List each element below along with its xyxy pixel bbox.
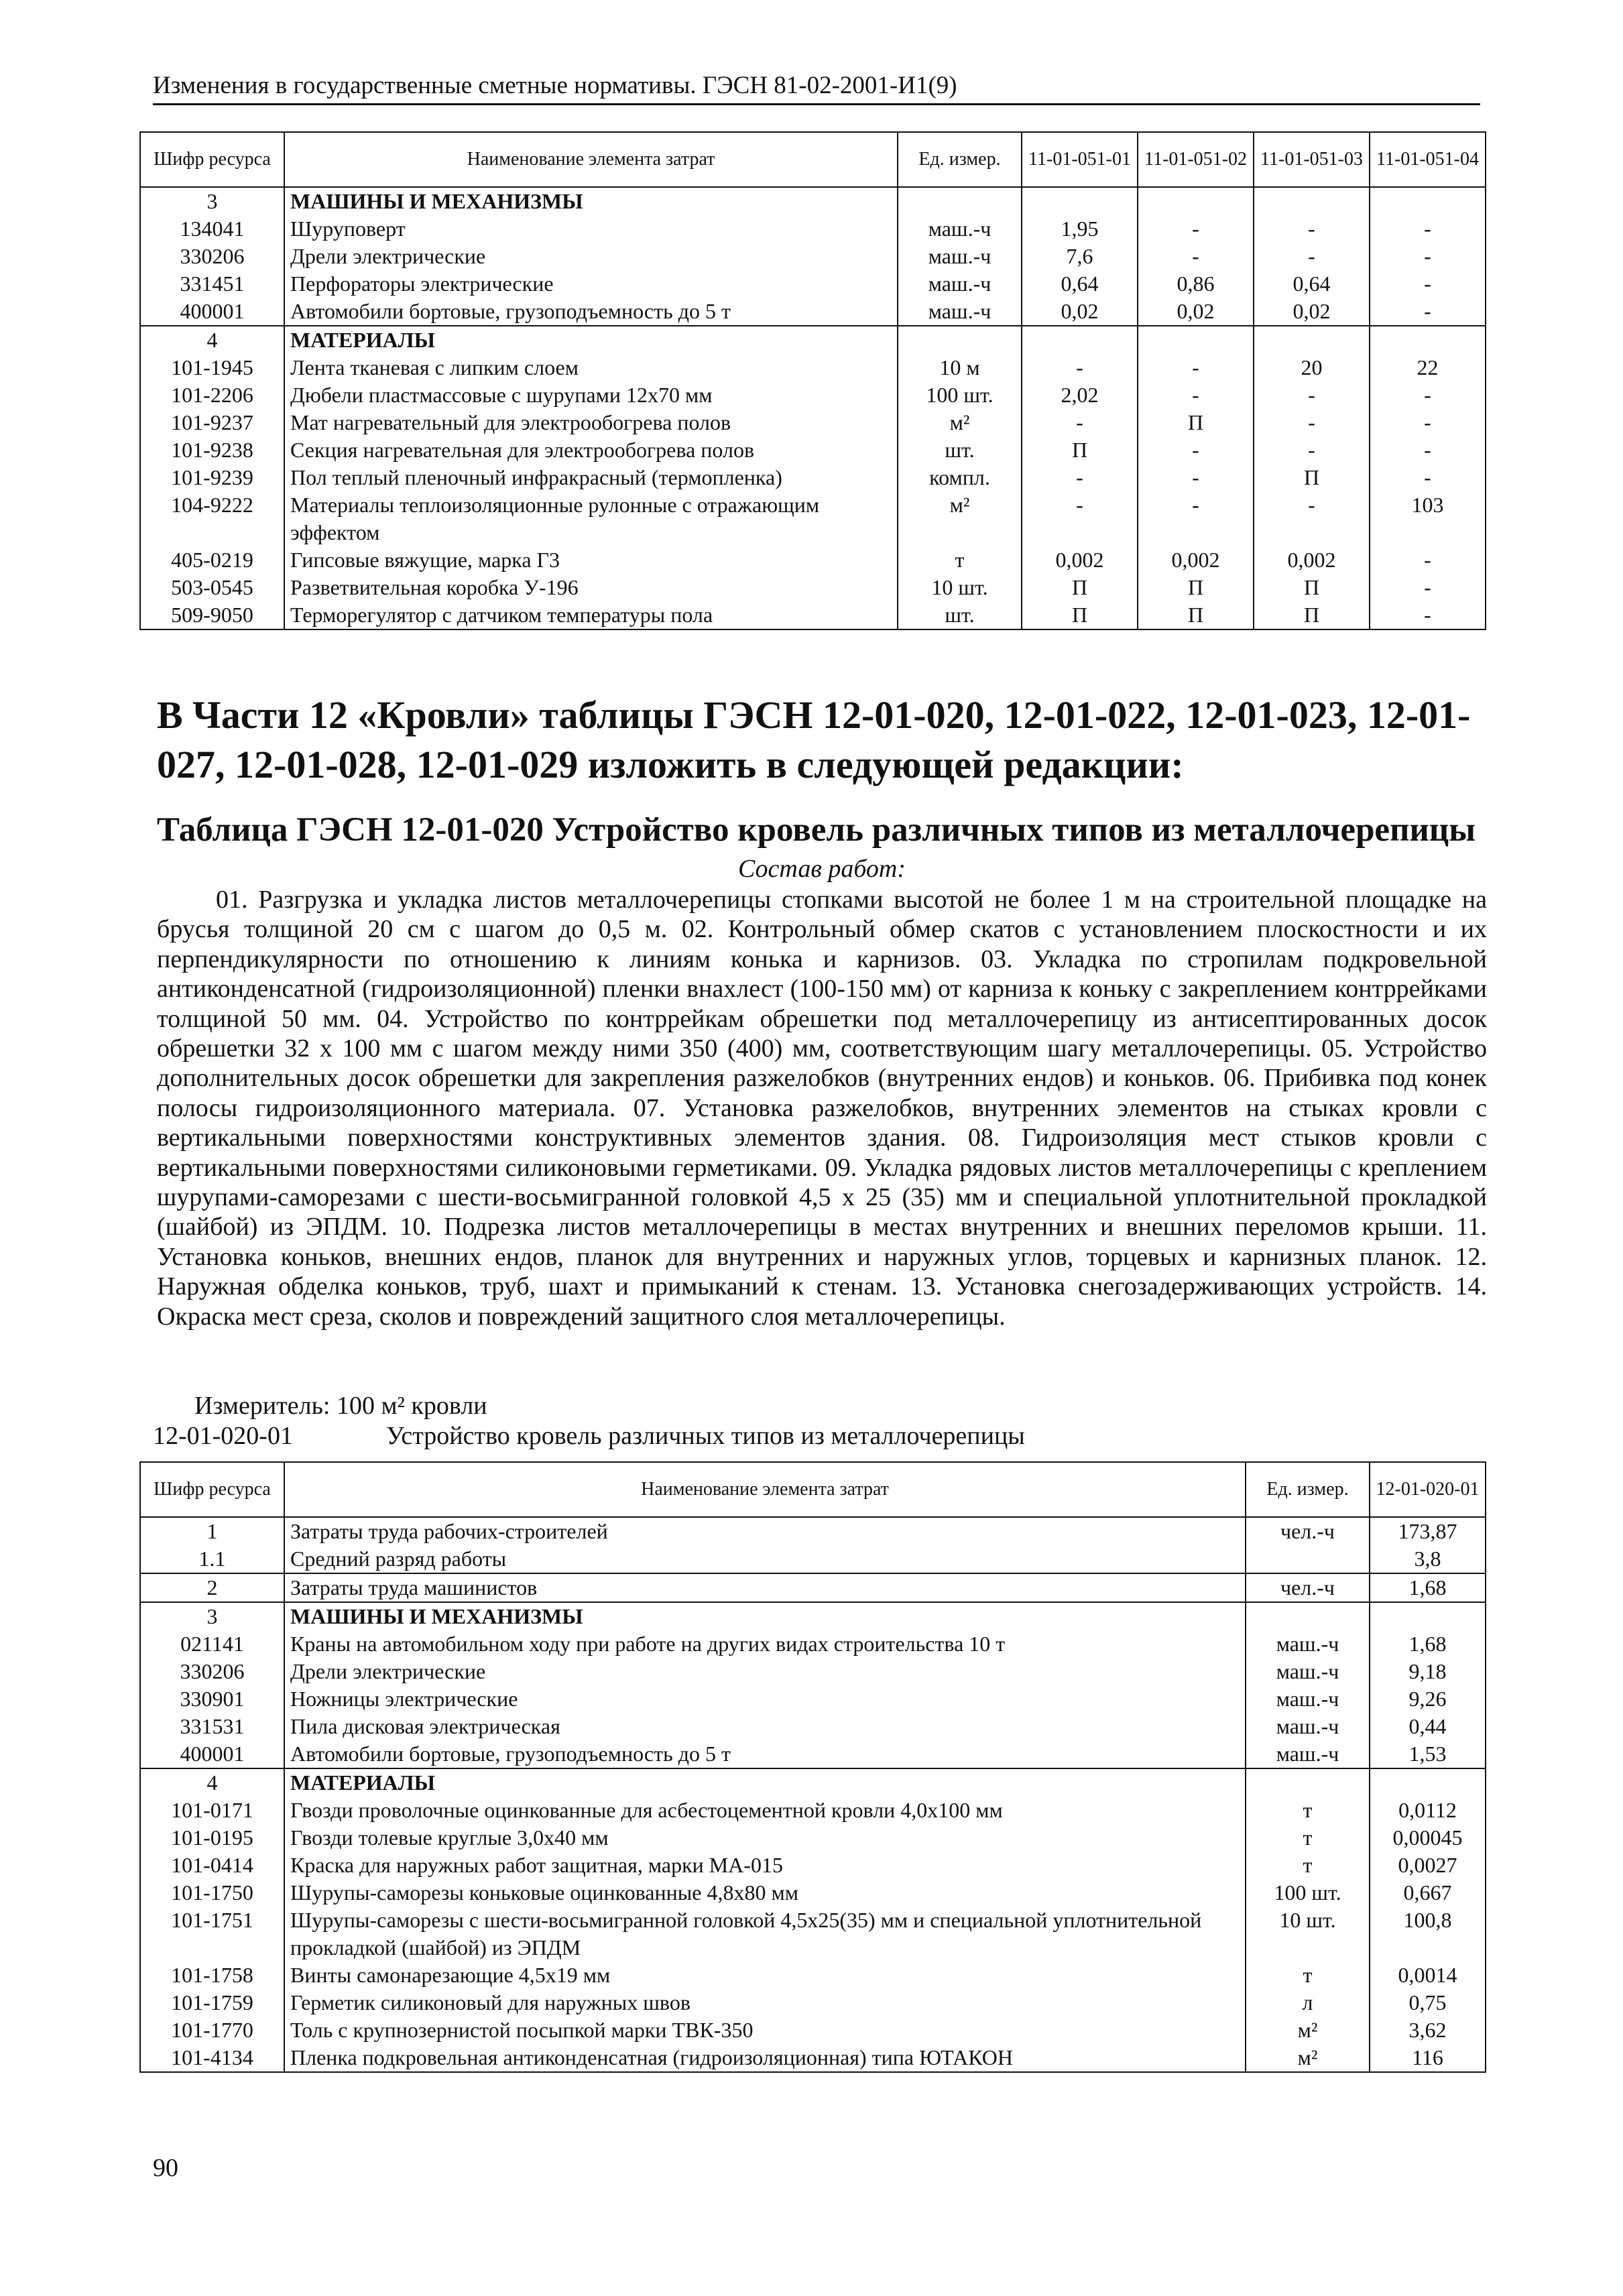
table-row bbox=[140, 381, 1486, 409]
table-cell: м² bbox=[898, 409, 1022, 436]
table-row bbox=[140, 601, 1486, 629]
table-cell: Ножницы электрические bbox=[284, 1685, 1246, 1713]
table-row bbox=[140, 491, 1486, 546]
table-row bbox=[140, 2016, 1486, 2044]
table-cell: - bbox=[1370, 464, 1486, 491]
work-composition-subtitle: Состав работ: bbox=[737, 855, 906, 883]
table-cell: - bbox=[1022, 464, 1138, 491]
table-cell: 3 bbox=[140, 187, 284, 215]
table-cell: Пленка подкровельная антиконденсатная (гидроизоляционная) типа ЮТАКОН bbox=[284, 2044, 1246, 2072]
table-cell: П bbox=[1254, 601, 1370, 629]
table-cell: - bbox=[1370, 546, 1486, 574]
table-cell: 101-0195 bbox=[140, 1824, 284, 1852]
table-cell: Автомобили бортовые, грузоподъемность до 5 т bbox=[284, 1740, 1246, 1768]
table-cell: Гвозди проволочные оцинкованные для асбестоцементной кровли 4,0х100 мм bbox=[284, 1797, 1246, 1824]
table-row bbox=[140, 409, 1486, 436]
table-cell: 503-0545 bbox=[140, 574, 284, 601]
table-cell: - bbox=[1370, 436, 1486, 464]
table-cell: - bbox=[1370, 298, 1486, 326]
table-cell: Гипсовые вяжущие, марка Г3 bbox=[284, 546, 898, 574]
table-cell: П bbox=[1254, 574, 1370, 601]
table-cell: маш.-ч bbox=[1246, 1713, 1370, 1740]
table-cell bbox=[1138, 187, 1254, 215]
table-cell: компл. bbox=[898, 464, 1022, 491]
table-cell: шт. bbox=[898, 601, 1022, 629]
table-cell: 0,86 bbox=[1138, 270, 1254, 298]
table-cell: Дрели электрические bbox=[284, 1658, 1246, 1685]
table-cell: 100 шт. bbox=[898, 381, 1022, 409]
table-cell: Шурупы-саморезы коньковые оцинкованные 4,8х80 мм bbox=[284, 1879, 1246, 1907]
table-cell: МАШИНЫ И МЕХАНИЗМЫ bbox=[284, 1602, 1246, 1630]
table-row bbox=[140, 1961, 1486, 1989]
table-cell: - bbox=[1138, 491, 1254, 546]
table-cell: 10 шт. bbox=[1246, 1907, 1370, 1961]
table-cell: Автомобили бортовые, грузоподъемность до 5 т bbox=[284, 298, 898, 326]
table-cell: Краска для наружных работ защитная, марки МА-015 bbox=[284, 1852, 1246, 1879]
table-row bbox=[140, 1517, 1486, 1545]
table-cell: 1.1 bbox=[140, 1545, 284, 1573]
table-cell: Секция нагревательная для электрообогрева полов bbox=[284, 436, 898, 464]
table-cell: - bbox=[1370, 270, 1486, 298]
table-cell: - bbox=[1370, 381, 1486, 409]
table-cell: - bbox=[1138, 243, 1254, 270]
table-cell bbox=[1246, 1602, 1370, 1630]
table-cell: 1,68 bbox=[1370, 1573, 1486, 1602]
table-cell: м² bbox=[1246, 2044, 1370, 2072]
table-cell: П bbox=[1254, 464, 1370, 491]
table-cell: 0,44 bbox=[1370, 1713, 1486, 1740]
table-cell: 101-1751 bbox=[140, 1907, 284, 1961]
table-cell: Лента тканевая с липким слоем bbox=[284, 354, 898, 381]
table-cell: П bbox=[1022, 436, 1138, 464]
table-cell: - bbox=[1254, 243, 1370, 270]
table-cell: - bbox=[1022, 409, 1138, 436]
table-cell: 101-1770 bbox=[140, 2016, 284, 2044]
table-cell: - bbox=[1254, 491, 1370, 546]
table-cell: маш.-ч bbox=[898, 243, 1022, 270]
table-cell: 3,8 bbox=[1370, 1545, 1486, 1573]
table-cell: - bbox=[1370, 215, 1486, 243]
col-header: 11-01-051-03 bbox=[1254, 132, 1370, 187]
table-cell: 104-9222 bbox=[140, 491, 284, 546]
table-cell: Разветвительная коробка У-196 bbox=[284, 574, 898, 601]
table-cell: 331451 bbox=[140, 270, 284, 298]
table-cell bbox=[1254, 326, 1370, 354]
table-cell bbox=[898, 187, 1022, 215]
table-cell: 0,64 bbox=[1254, 270, 1370, 298]
col-header: Шифр ресурса bbox=[140, 1462, 284, 1517]
page-header: Изменения в государственные сметные нормативы. ГЭСН 81-02-2001-И1(9) bbox=[153, 68, 1480, 105]
table-cell: 20 bbox=[1254, 354, 1370, 381]
table-row bbox=[140, 546, 1486, 574]
table-cell: 103 bbox=[1370, 491, 1486, 546]
col-header: 11-01-051-04 bbox=[1370, 132, 1486, 187]
table-cell: 101-9239 bbox=[140, 464, 284, 491]
table-cell: 173,87 bbox=[1370, 1517, 1486, 1545]
table-row bbox=[140, 1573, 1486, 1602]
table-cell bbox=[1022, 187, 1138, 215]
table-cell: маш.-ч bbox=[1246, 1630, 1370, 1658]
table-cell: 101-1945 bbox=[140, 354, 284, 381]
table-cell: - bbox=[1138, 381, 1254, 409]
col-header: Наименование элемента затрат bbox=[284, 1462, 1246, 1517]
table-cell: 330206 bbox=[140, 243, 284, 270]
table-row bbox=[140, 1602, 1486, 1630]
table-row bbox=[140, 1740, 1486, 1768]
table-cell: П bbox=[1138, 601, 1254, 629]
table-cell: - bbox=[1022, 491, 1138, 546]
table-cell: Пила дисковая электрическая bbox=[284, 1713, 1246, 1740]
table-cell: Затраты труда машинистов bbox=[284, 1573, 1246, 1602]
table-cell: 2,02 bbox=[1022, 381, 1138, 409]
table-cell: - bbox=[1370, 409, 1486, 436]
col-header: 11-01-051-01 bbox=[1022, 132, 1138, 187]
table-cell: 2 bbox=[140, 1573, 284, 1602]
table-cell: Толь с крупнозернистой посыпкой марки ТВК-350 bbox=[284, 2016, 1246, 2044]
table-cell: - bbox=[1022, 354, 1138, 381]
table-cell: 0,002 bbox=[1022, 546, 1138, 574]
table-cell: 100 шт. bbox=[1246, 1879, 1370, 1907]
table-cell: Пол теплый пленочный инфракрасный (термопленка) bbox=[284, 464, 898, 491]
table-cell: 405-0219 bbox=[140, 546, 284, 574]
table-cell: 0,002 bbox=[1254, 546, 1370, 574]
table-cell: 0,75 bbox=[1370, 1989, 1486, 2016]
table-cell: маш.-ч bbox=[1246, 1658, 1370, 1685]
table-row bbox=[140, 243, 1486, 270]
table-row bbox=[140, 2044, 1486, 2072]
table-cell: - bbox=[1138, 436, 1254, 464]
table-cell: - bbox=[1370, 574, 1486, 601]
table-cell: 101-2206 bbox=[140, 381, 284, 409]
table-cell bbox=[1370, 187, 1486, 215]
table-cell: маш.-ч bbox=[1246, 1685, 1370, 1713]
norm-title: Устройство кровель различных типов из металлочерепицы bbox=[386, 1422, 1025, 1450]
table-cell: 7,6 bbox=[1022, 243, 1138, 270]
table-cell: шт. bbox=[898, 436, 1022, 464]
table-cell: 0,0112 bbox=[1370, 1797, 1486, 1824]
table-cell: 0,02 bbox=[1254, 298, 1370, 326]
table-cell: Средний разряд работы bbox=[284, 1545, 1246, 1573]
measurement-unit: Измеритель: 100 м² кровли bbox=[194, 1392, 487, 1420]
table-cell: 0,002 bbox=[1138, 546, 1254, 574]
table-cell: 0,64 bbox=[1022, 270, 1138, 298]
table-cell: 400001 bbox=[140, 298, 284, 326]
table-row bbox=[140, 1824, 1486, 1852]
table-cell: Винты самонарезающие 4,5х19 мм bbox=[284, 1961, 1246, 1989]
table-cell: 101-0414 bbox=[140, 1852, 284, 1879]
table-cell: 1,53 bbox=[1370, 1740, 1486, 1768]
table-cell: маш.-ч bbox=[898, 270, 1022, 298]
norm-code: 12-01-020-01 bbox=[153, 1422, 293, 1450]
resource-table-11-01-051 bbox=[139, 131, 1486, 630]
table-cell: 9,18 bbox=[1370, 1658, 1486, 1685]
table-row bbox=[140, 326, 1486, 354]
table-cell: - bbox=[1138, 464, 1254, 491]
table-cell: маш.-ч bbox=[898, 298, 1022, 326]
table-row bbox=[140, 1713, 1486, 1740]
table-cell: т bbox=[1246, 1961, 1370, 1989]
table-cell: 330901 bbox=[140, 1685, 284, 1713]
col-header: 11-01-051-02 bbox=[1138, 132, 1254, 187]
table-row bbox=[140, 1630, 1486, 1658]
table-cell: 4 bbox=[140, 1768, 284, 1797]
table-cell: П bbox=[1022, 574, 1138, 601]
table-cell: МАТЕРИАЛЫ bbox=[284, 326, 898, 354]
table-body bbox=[140, 187, 1486, 629]
col-header: Ед. измер. bbox=[1246, 1462, 1370, 1517]
table-row bbox=[140, 1685, 1486, 1713]
table-cell bbox=[1246, 1545, 1370, 1573]
table-cell bbox=[1370, 1768, 1486, 1797]
table-cell: 509-9050 bbox=[140, 601, 284, 629]
table-cell: 10 шт. bbox=[898, 574, 1022, 601]
table-cell: 0,667 bbox=[1370, 1879, 1486, 1907]
table-cell: 331531 bbox=[140, 1713, 284, 1740]
table-cell: Краны на автомобильном ходу при работе на других видах строительства 10 т bbox=[284, 1630, 1246, 1658]
table-cell: 0,0014 bbox=[1370, 1961, 1486, 1989]
table-cell: 101-0171 bbox=[140, 1797, 284, 1824]
table-cell: т bbox=[1246, 1824, 1370, 1852]
table-cell bbox=[1254, 187, 1370, 215]
table-cell: м² bbox=[898, 491, 1022, 546]
table-cell: 3 bbox=[140, 1602, 284, 1630]
table-cell: 1,95 bbox=[1022, 215, 1138, 243]
table-row bbox=[140, 1907, 1486, 1961]
table-row bbox=[140, 1852, 1486, 1879]
table-cell: 101-9237 bbox=[140, 409, 284, 436]
table-cell: Герметик силиконовый для наружных швов bbox=[284, 1989, 1246, 2016]
table-row bbox=[140, 1797, 1486, 1824]
table-cell: 101-9238 bbox=[140, 436, 284, 464]
table-cell: 0,02 bbox=[1138, 298, 1254, 326]
table-cell: чел.-ч bbox=[1246, 1573, 1370, 1602]
table-row bbox=[140, 1658, 1486, 1685]
table-cell: 0,00045 bbox=[1370, 1824, 1486, 1852]
table-cell: 9,26 bbox=[1370, 1685, 1486, 1713]
table-cell: 100,8 bbox=[1370, 1907, 1486, 1961]
table-cell: - bbox=[1370, 601, 1486, 629]
table-cell: т bbox=[898, 546, 1022, 574]
table-cell: маш.-ч bbox=[898, 215, 1022, 243]
table-cell: т bbox=[1246, 1797, 1370, 1824]
table-cell bbox=[1022, 326, 1138, 354]
table-row bbox=[140, 270, 1486, 298]
table-cell: Терморегулятор с датчиком температуры пола bbox=[284, 601, 898, 629]
table-cell: л bbox=[1246, 1989, 1370, 2016]
table-cell: - bbox=[1254, 215, 1370, 243]
col-header: 12-01-020-01 bbox=[1370, 1462, 1486, 1517]
table-cell: Перфораторы электрические bbox=[284, 270, 898, 298]
table-cell: 1 bbox=[140, 1517, 284, 1545]
table-cell: - bbox=[1138, 215, 1254, 243]
table-cell: 101-1758 bbox=[140, 1961, 284, 1989]
table-row bbox=[140, 354, 1486, 381]
table-cell: - bbox=[1254, 381, 1370, 409]
table-row bbox=[140, 1768, 1486, 1797]
table-cell bbox=[1246, 1768, 1370, 1797]
table-cell bbox=[898, 326, 1022, 354]
table-cell bbox=[1370, 326, 1486, 354]
table-cell bbox=[1138, 326, 1254, 354]
table-cell: Шуруповерт bbox=[284, 215, 898, 243]
table-row bbox=[140, 436, 1486, 464]
table-row bbox=[140, 464, 1486, 491]
table-cell: - bbox=[1370, 243, 1486, 270]
table-cell: - bbox=[1254, 436, 1370, 464]
table-cell: Гвозди толевые круглые 3,0х40 мм bbox=[284, 1824, 1246, 1852]
table-cell: 3,62 bbox=[1370, 2016, 1486, 2044]
col-header: Наименование элемента затрат bbox=[284, 132, 898, 187]
section-heading: В Части 12 «Кровли» таблицы ГЭСН 12-01-020, 12-01-022, 12-01-023, 12-01-027, 12-01-028, 12-01-029 изложить в следующей редакции: bbox=[157, 693, 1471, 786]
table-cell: 101-4134 bbox=[140, 2044, 284, 2072]
table-cell: 400001 bbox=[140, 1740, 284, 1768]
table-cell: чел.-ч bbox=[1246, 1517, 1370, 1545]
table-cell: 0,02 bbox=[1022, 298, 1138, 326]
table-row bbox=[140, 574, 1486, 601]
table-cell: 0,0027 bbox=[1370, 1852, 1486, 1879]
table-cell: 22 bbox=[1370, 354, 1486, 381]
table-cell: Дюбели пластмассовые с шурупами 12х70 мм bbox=[284, 381, 898, 409]
table-cell: П bbox=[1022, 601, 1138, 629]
table-cell: м² bbox=[1246, 2016, 1370, 2044]
table-cell: МАТЕРИАЛЫ bbox=[284, 1768, 1246, 1797]
table-cell: 1,68 bbox=[1370, 1630, 1486, 1658]
table-cell: П bbox=[1138, 409, 1254, 436]
col-header: Шифр ресурса bbox=[140, 132, 284, 187]
table-cell: МАШИНЫ И МЕХАНИЗМЫ bbox=[284, 187, 898, 215]
table-cell: - bbox=[1138, 354, 1254, 381]
table-cell: маш.-ч bbox=[1246, 1740, 1370, 1768]
table-cell: Затраты труда рабочих-строителей bbox=[284, 1517, 1246, 1545]
table-cell: 134041 bbox=[140, 215, 284, 243]
table-row bbox=[140, 298, 1486, 326]
table-cell: 330206 bbox=[140, 1658, 284, 1685]
table-body bbox=[140, 1517, 1486, 2072]
table-cell: - bbox=[1254, 409, 1370, 436]
table-row bbox=[140, 187, 1486, 215]
table-cell bbox=[1370, 1602, 1486, 1630]
table-cell: 101-1750 bbox=[140, 1879, 284, 1907]
table-cell: Шурупы-саморезы с шести-восьмигранной головкой 4,5х25(35) мм и специальной уплотнительной прокладкой (шайбой) из ЭПДМ bbox=[284, 1907, 1246, 1961]
table-cell: 4 bbox=[140, 326, 284, 354]
table-cell: Мат нагревательный для электрообогрева полов bbox=[284, 409, 898, 436]
table-cell: 10 м bbox=[898, 354, 1022, 381]
table-cell: 101-1759 bbox=[140, 1989, 284, 2016]
table-cell: 116 bbox=[1370, 2044, 1486, 2072]
table-row bbox=[140, 1545, 1486, 1573]
page-number: 90 bbox=[153, 2154, 178, 2182]
resource-table-12-01-020 bbox=[139, 1461, 1486, 2073]
table-cell: т bbox=[1246, 1852, 1370, 1879]
col-header: Ед. измер. bbox=[898, 132, 1022, 187]
table-cell: Дрели электрические bbox=[284, 243, 898, 270]
table-cell: Материалы теплоизоляционные рулонные с отражающим эффектом bbox=[284, 491, 898, 546]
table-row bbox=[140, 215, 1486, 243]
table-title: Таблица ГЭСН 12-01-020 Устройство кровель различных типов из металлочерепицы bbox=[157, 811, 1476, 849]
table-row bbox=[140, 1989, 1486, 2016]
table-row bbox=[140, 1879, 1486, 1907]
table-cell: П bbox=[1138, 574, 1254, 601]
work-composition-text: 01. Разгрузка и укладка листов металлочерепицы стопками высотой не более 1 м на строительной площадке на брусья толщиной 20 см с шагом до 0,5 м. 02. Контрольный обмер скатов с установлением плоскостности и их перпендикулярности по отношению к линиям конька и карнизов. 03. Укладка по стропилам подкровельной антиконденсатной (гидроизоляционной) пленки внахлест (100-150 мм) от карниза к коньку с закреплением контррейками толщиной 50 мм. 04. Устройство по контррейкам обрешетки под металлочерепицу из антисептированных досок обрешетки 32 х 100 мм с шагом между ними 350 (400) мм, соответствующим шагу металлочерепицы. 05. Устройство дополнительных досок обрешетки для закрепления разжелобков (внутренних ендов) и коньков. 06. Прибивка под конек полосы гидроизоляционного материала. 07. Установка разжелобков, внутренних элементов на стыках кровли с вертикальными поверхностями конструктивных элементов здания. 08. Гидроизоляция мест стыков кровли с вертикальными поверхностями силиконовыми герметиками. 09. Укладка рядовых листов металлочерепицы с креплением шурупами-саморезами с шести-восьмигранной головкой 4,5 х 25 (35) мм и специальной уплотнительной прокладкой (шайбой) из ЭПДМ. 10. Подрезка листов металлочерепицы в местах внутренних и внешних переломов крыши. 11. Установка коньков, внешних ендов, планок для внутренних и наружных углов, торцевых и карнизных планок. 12. Наружная обделка коньков, труб, шахт и примыканий к стенам. 13. Установка снегозадерживающих устройств. 14. Окраска мест среза, сколов и повреждений защитного слоя металлочерепицы. bbox=[157, 886, 1487, 1331]
table-cell: 021141 bbox=[140, 1630, 284, 1658]
